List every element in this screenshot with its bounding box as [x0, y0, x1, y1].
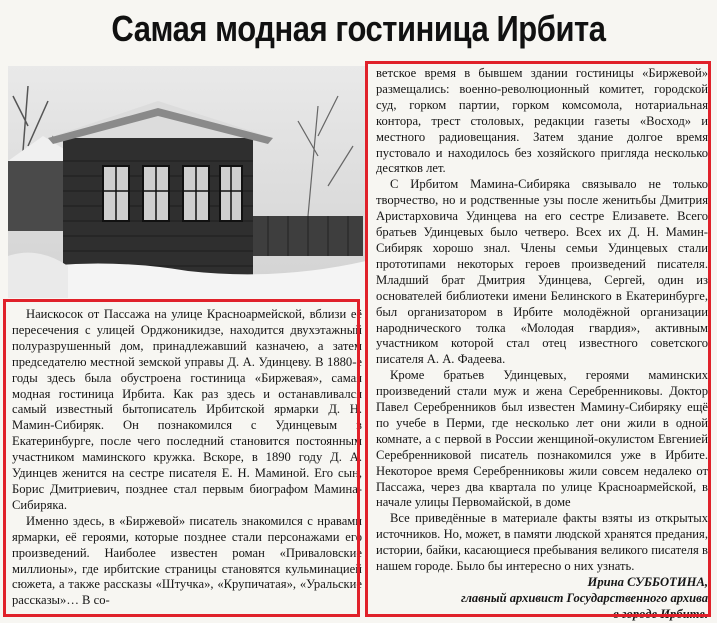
highlight-frame-left [3, 299, 360, 617]
paragraph: ветское время в бывшем здании гостиницы «Биржевой» размещались: военно-революционный комитет, городской суд, горком партии, горком комсомола, нотариальная контора, трест столовых, редакции газеты «Восход» и местного радиовещания. Затем здание долгое время пустовало и находилось без хозяйского пригляда несколько десятков лет. [376, 66, 708, 176]
house-photo [8, 66, 366, 298]
article-headline: Самая модная гостиница Ирбита [111, 8, 606, 49]
paragraph: Все приведённые в материале факты взяты из открытых источников. Но, может, в памяти людской хранятся предания, истории, байки, касающиеся пребывания великого писателя в нашем городе. Было бы интересно о них узнать. [376, 511, 708, 574]
highlight-frame-right [365, 61, 711, 617]
paragraph: Кроме братьев Удинцевых, героями маминских произведений стали муж и жена Серебренниковы. Доктор Павел Серебренников был известен Мамину-Сибиряку ещё по учебе в Перми, где несколько лет они жили в одной комнате, а с первой в России женщиной-окулистом Евгенией Серебренниковой писатель познакомился уже в Ирбите. Некоторое время Серебренниковы жили совсем недалеко от Пассажа, через два квартала по улице Красноармейской, в начале улицы Первомайской, в доме [376, 368, 708, 510]
paragraph: Именно здесь, в «Биржевой» писатель знакомился с нравами ярмарки, её героями, которые позднее стали персонажами его произведений. Наиболее известен роман «Приваловские миллионы», где ирбитские страницы становятся кульминацией сюжета, а также рассказы «Штучка», «Крупичатая», «Уральские рассказы»… В со- [12, 513, 362, 608]
paragraph: Наискосок от Пассажа на улице Красноармейской, вблизи её пересечения с улицей Орджоникидзе, находится двухэтажный полуразрушенный дом, принадлежавший казначею, а затем председателю местной земской управы Д. А. Удинцеву. В 1880-е годы здесь была обустроена гостиница «Биржевая», самая модная гостиница Ирбита. Как раз здесь и останавливался самый известный бытописатель Ирбитской ярмарки Д. Н. Мамин-Сибиряк. Он познакомился с Удинцевым в Екатеринбурге, после чего последний становится постоянным участником маминского кружка. Вскоре, в 1890 году Д. А. Удинцев женится на сестре писателя Е. Н. Маминой. Его сын, Борис Дмитриевич, позднее стал первым биографом Мамина-Сибиряка. [12, 307, 362, 512]
author-title-line-1: главный архивист Государственного архива [460, 590, 708, 605]
author-title-line-2: в городе Ирбите. [613, 606, 708, 621]
author-name: Ирина СУББОТИНА, [587, 575, 708, 589]
paragraph: С Ирбитом Мамина-Сибиряка связывало не только творчество, но и родственные узы после женитьбы Дмитрия Аристарховича Удинцева на его сестре Елизавете. Всего братьев Удинцевых было четверо. Всех их Д. Н. Мамин-Сибиряк хорошо знал. Члены семьи Удинцевых стали прототипами некоторых героев произведений писателя. Младший брат Дмитрия Удинцева, Сергей, один из основателей библиотеки имени Белинского в Екатеринбурге, был организатором в Ирбите молодёжной организации народнического толка «Молодая гвардия», активным участником которой стал отец известного советского писателя А. А. Фадеева. [376, 177, 708, 367]
